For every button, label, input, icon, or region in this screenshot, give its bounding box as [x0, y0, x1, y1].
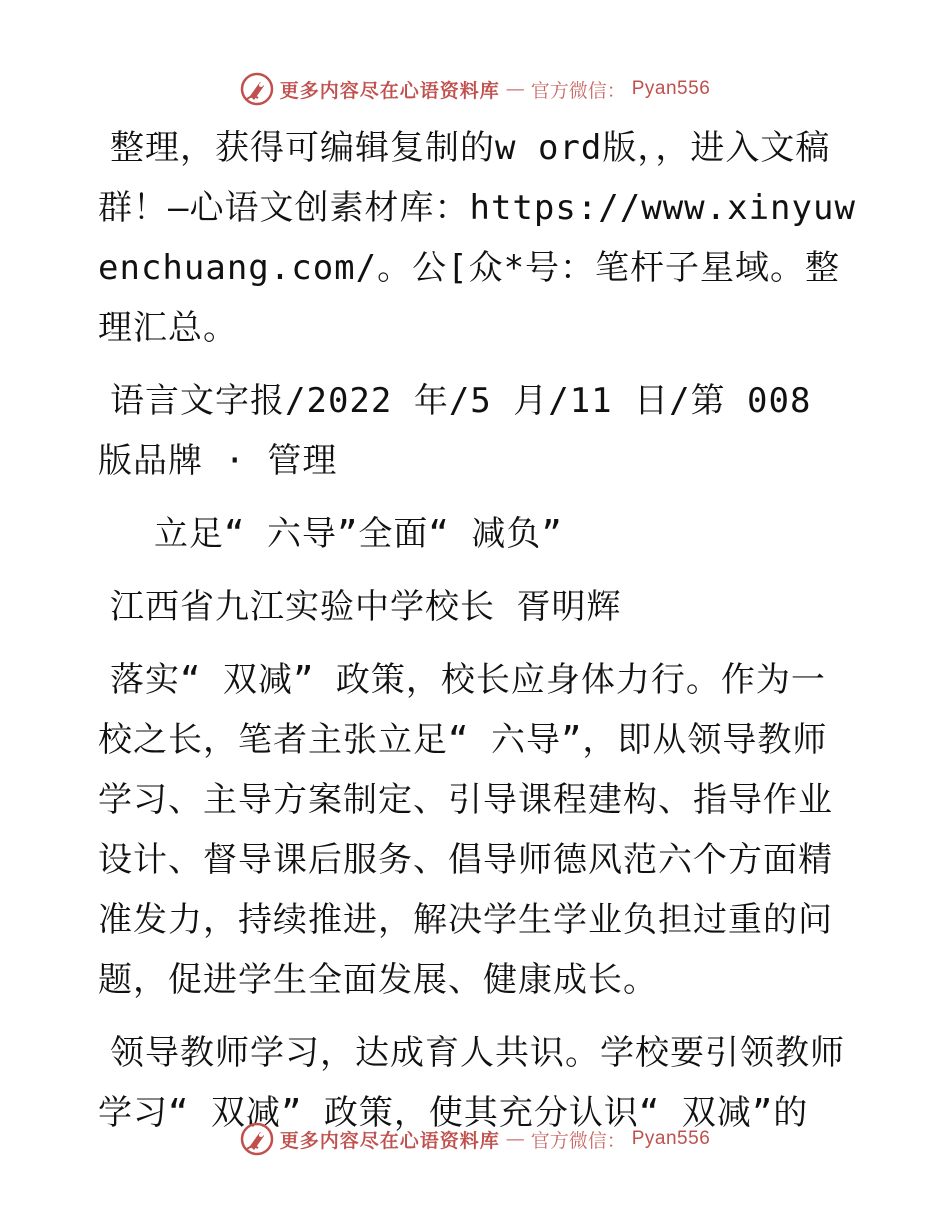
banner-wechat-label: 官方微信： [530, 79, 626, 102]
pen-nib-logo-icon [240, 72, 274, 106]
body-paragraph-2: 领导教师学习，达成育人共识。学校要引领教师学习“ 双减” 政策，使其充分认识“ 双减”的 [98, 1033, 845, 1133]
source-line: 语言文字报/2022 年/5 月/11 日/第 008 版品牌 · 管理 [98, 381, 812, 481]
banner-wechat-id: Pyan556 [631, 1128, 711, 1149]
header-watermark-banner [0, 72, 950, 106]
banner-dash: — [505, 78, 525, 100]
banner-text: 更多内容尽在心语资料库 [279, 79, 500, 102]
intro-paragraph: 整理，获得可编辑复制的w ord版，，进入文稿群！—心语文创素材库：https://www.xinyuwenchuang.com/。公[众*号：笔杆子星域。整理汇总。 [98, 128, 856, 348]
article-title: 立足“ 六导”全面“ 减负” [154, 514, 563, 554]
body-paragraph-1: 落实“ 双减” 政策，校长应身体力行。作为一校之长，笔者主张立足“ 六导”，即从领导教师学习、主导方案制定、引导课程建构、指导作业设计、督导课后服务、倡导师德风范六个方面精准发力，持续推进，解决学生学业负担过重的问题，促进学生全面发展、健康成长。 [98, 660, 833, 1000]
document-body [98, 118, 858, 1156]
author-line: 江西省九江实验中学校长 胥明辉 [110, 587, 622, 627]
footer-watermark-banner [0, 1122, 950, 1156]
banner-dash: — [505, 1128, 525, 1150]
banner-text: 更多内容尽在心语资料库 [279, 1129, 500, 1152]
banner-wechat-label: 官方微信： [530, 1129, 626, 1152]
pen-nib-logo-icon [240, 1122, 274, 1156]
banner-wechat-id: Pyan556 [631, 78, 711, 99]
